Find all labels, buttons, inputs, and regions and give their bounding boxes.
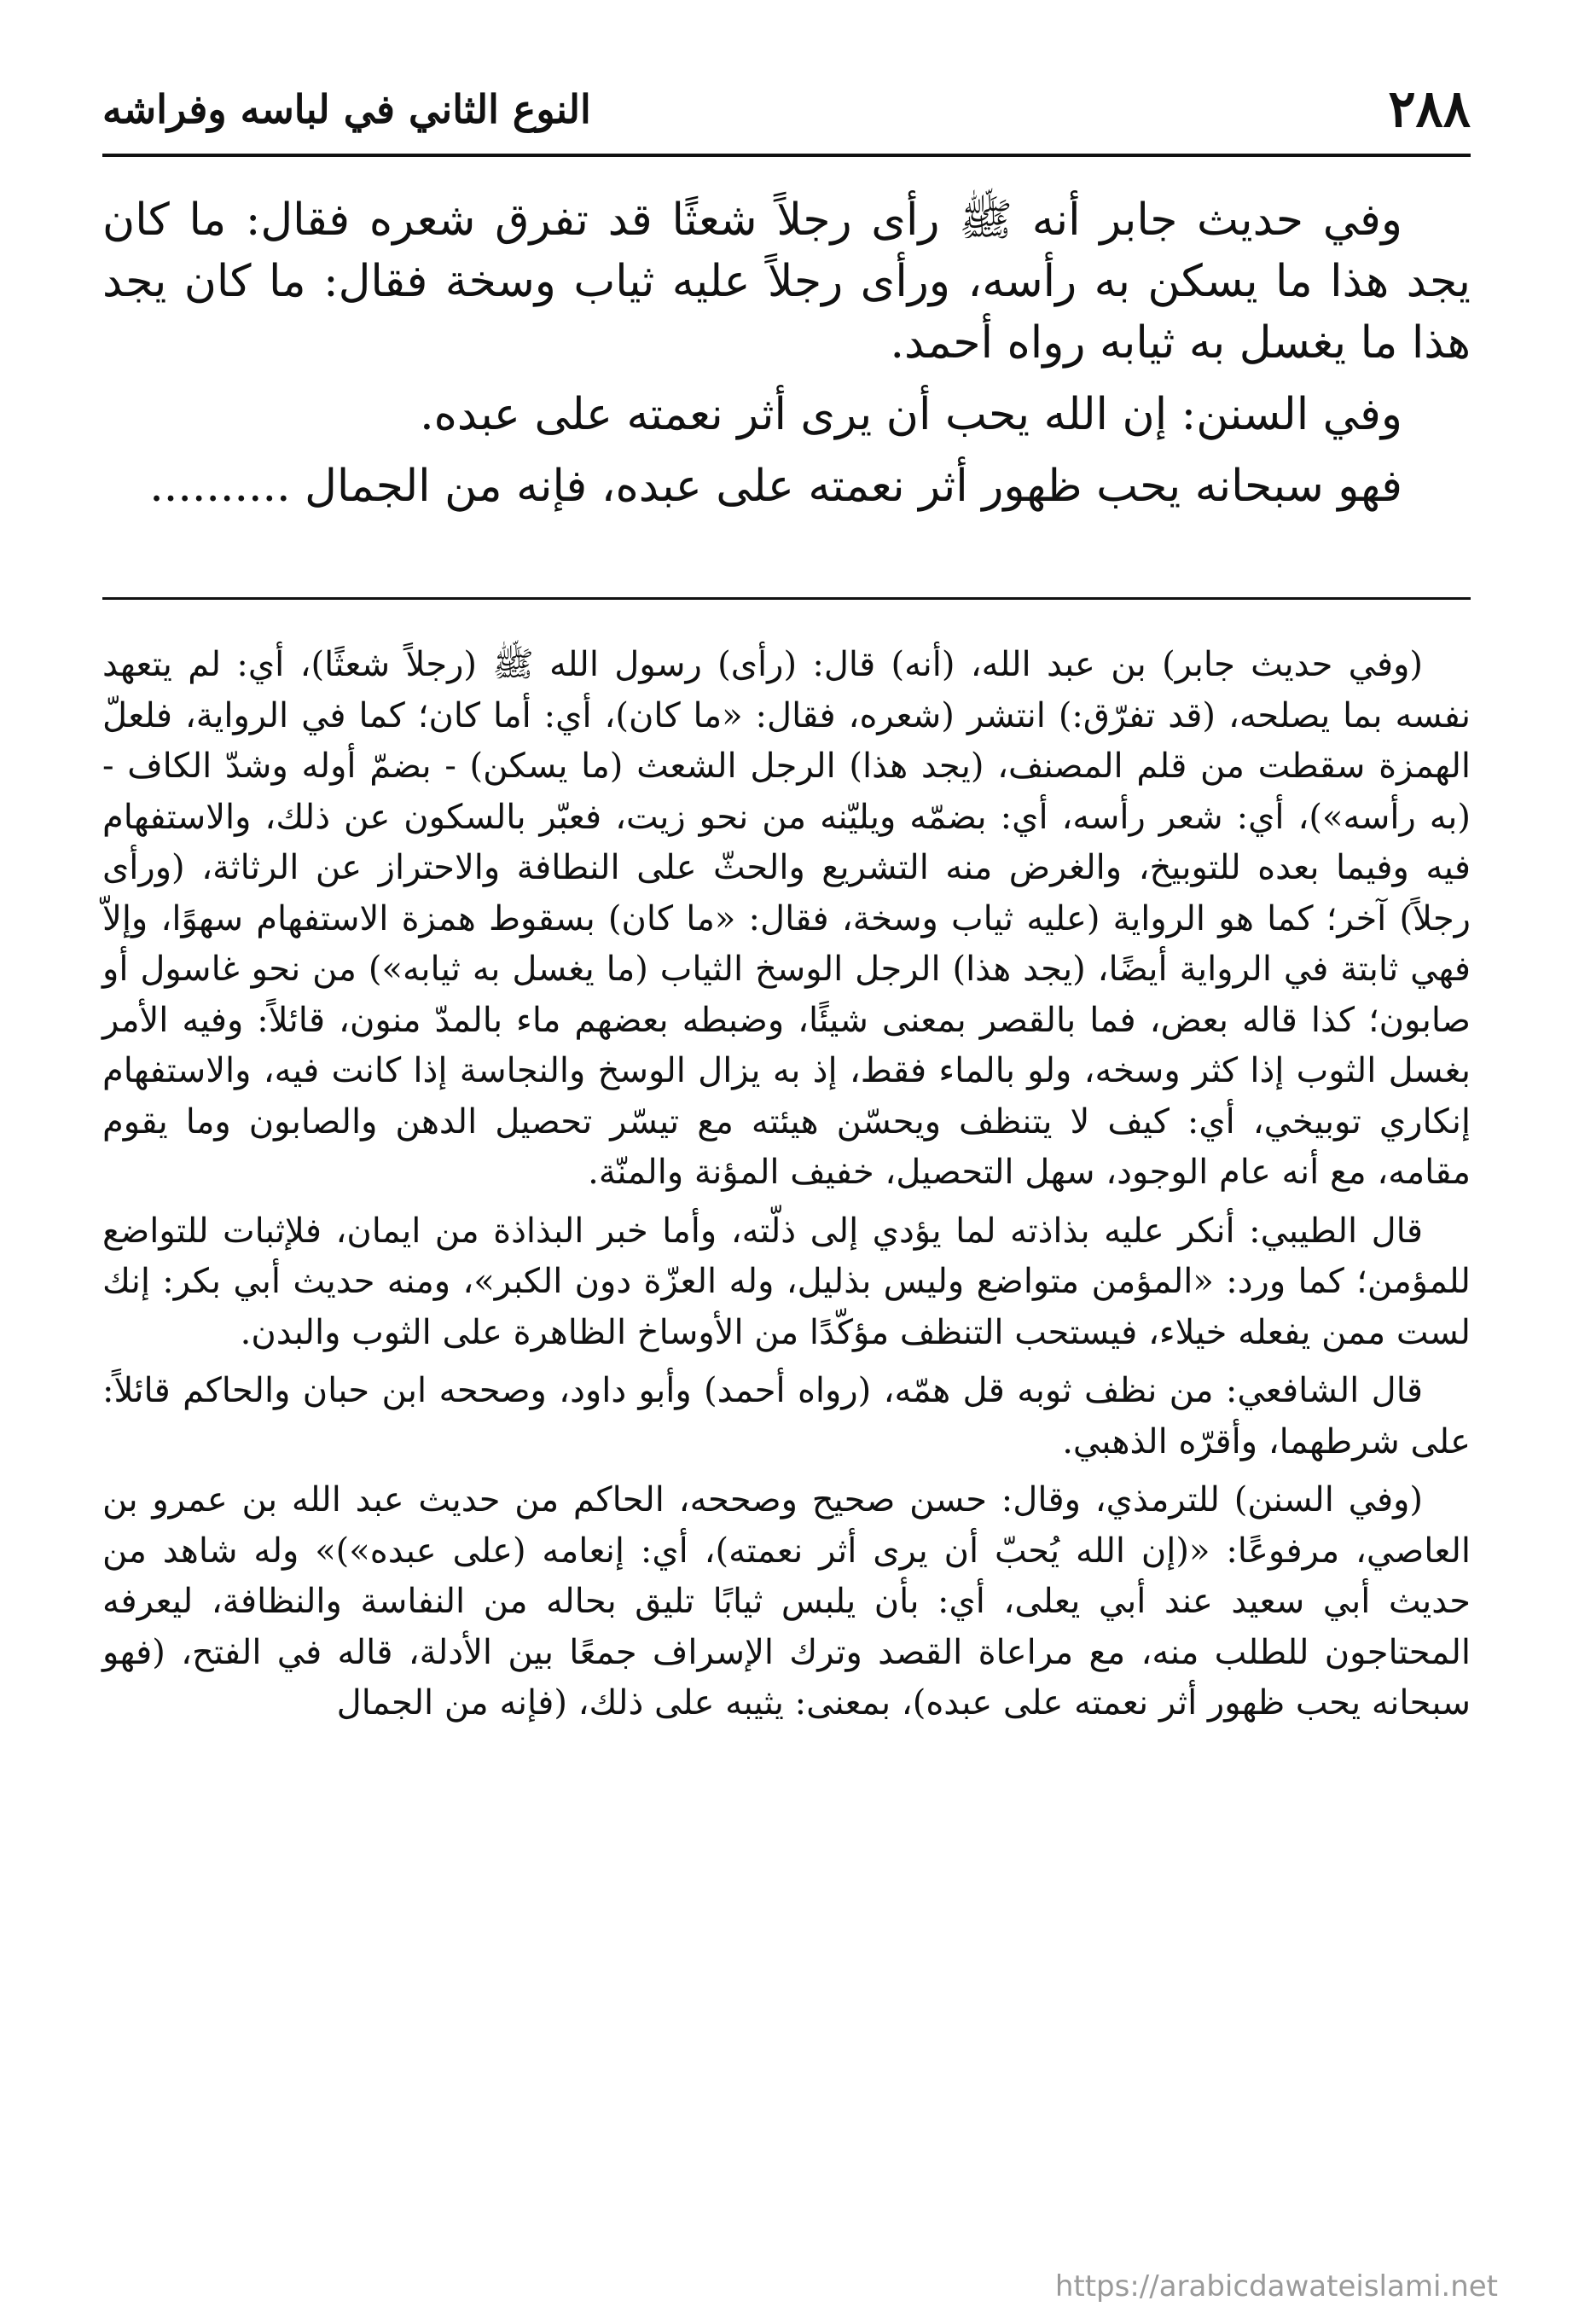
matn-paragraph: وفي السنن: إن الله يحب أن يرى أثر نعمته على عبده. [420,389,1402,440]
matn-paragraph: فهو سبحانه يحب ظهور أثر نعمته على عبده، فإنه من الجمال .......... [149,461,1402,512]
commentary-paragraph: قال الطيبي: أنكر عليه بذاذته لما يؤدي إلى ذلّته، وأما خبر البذاذة من ايمان، فلإثبات للتواضع للمؤمن؛ كما ورد: «المؤمن متواضع وليس بذليل، وله العزّة دون الكبر»، ومنه حديث أبي بكر: إنك لست ممن يفعله خيلاء، فيستحب التنظف مؤكّدًا من الأوساخ الظاهرة على الثوب والبدن. [102,1211,1471,1352]
page-number: ٢٨٨ [1388,79,1471,139]
commentary-paragraph: (وفي حديث جابر) بن عبد الله، (أنه) قال: (رأى) رسول الله ﷺ (رجلاً شعثًا)، أي: لم يتعهد نفسه بما يصلحه، (قد تفرّق:) انتشر (شعره، فقال: «ما كان)، أي: أما كان؛ كما في الرواية، فلعلّ الهمزة سقطت من قلم المصنف، (يجد هذا) الرجل الشعث (ما يسكن) - بضمّ أوله وشدّ الكاف - (به رأسه»)، أي: شعر رأسه، أي: بضمّه ويليّنه من نحو زيت، فعبّر بالسكون عن ذلك، والاستفهام فيه وفيما بعده للتوبيخ، والغرض منه التشريع والحثّ على النطافة والاحتراز عن الرثاثة، (ورأى رجلاً) آخر؛ كما هو الرواية (عليه ثياب وسخة، فقال: «ما كان) بسقوط همزة الاستفهام سهوًا، وإلاّ فهي ثابتة في الرواية أيضًا، (يجد هذا) الرجل الوسخ الثياب (ما يغسل به ثيابه») من نحو غاسول أو صابون؛ كذا قاله بعض، فما بالقصر بمعنى شيئًا، وضبطه بعضهم ماء بالمدّ منون، قائلاً: وفيه الأمر بغسل الثوب إذا كثر وسخه، ولو بالماء فقط، إذ به يزال الوسخ والنجاسة إذا كانت فيه، والاستفهام إنكاري توبيخي، أي: كيف لا يتنظف ويحسّن هيئته مع تيسّر تحصيل الدهن والصابون وما يقوم مقامه، مع أنه عام الوجود، سهل التحصيل، خفيف المؤنة والمنّة. [102,645,1471,1192]
main-text [102,189,1471,527]
commentary-paragraph: قال الشافعي: من نظف ثوبه قل همّه، (رواه أحمد) وأبو داود، وصححه ابن حبان والحاكم قائلاً: على شرطهما، وأقرّه الذهبي. [102,1371,1471,1461]
commentary-divider [102,597,1471,600]
running-title: النوع الثاني في لباسه وفراشه [102,86,591,132]
watermark-url: https://arabicdawateislami.net [1054,2269,1498,2304]
page-header [102,75,1471,143]
commentary-text [102,640,1471,1737]
matn-paragraph: وفي حديث جابر أنه ﷺ رأى رجلاً شعثًا قد تفرق شعره فقال: ما كان يجد هذا ما يسكن به رأسه، ورأى رجلاً عليه ثياب وسخة فقال: ما كان يجد هذا ما يغسل به ثيابه رواه أحمد. [102,195,1471,369]
header-rule [102,154,1471,157]
commentary-paragraph: (وفي السنن) للترمذي، وقال: حسن صحيح وصححه، الحاكم من حديث عبد الله بن عمرو بن العاصي، مرفوعًا: «(إن الله يُحبّ أن يرى أثر نعمته)، أي: إنعامه (على عبده»)» وله شاهد من حديث أبي سعيد عند أبي يعلى، أي: بأن يلبس ثيابًا تليق بحاله من النفاسة والنظافة، ليعرفه المحتاجون للطلب منه، مع مراعاة القصد وترك الإسراف جمعًا بين الأدلة، قاله في الفتح، (فهو سبحانه يحب ظهور أثر نعمته على عبده)، بمعنى: يثيبه على ذلك، (فإنه من الجمال [102,1480,1471,1723]
